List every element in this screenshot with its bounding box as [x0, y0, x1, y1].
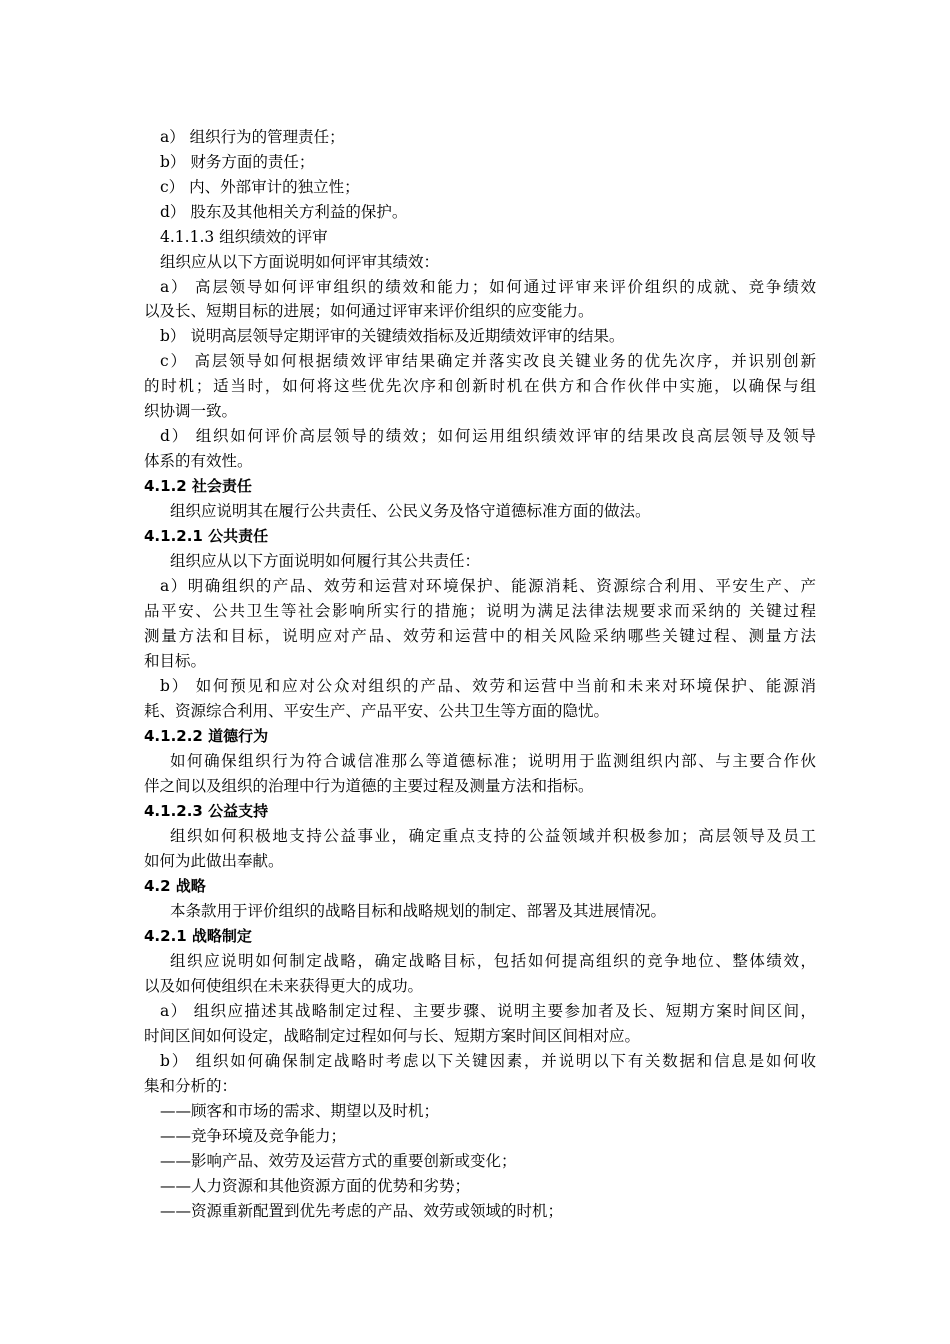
- paragraph-line: 组织应从以下方面说明如何履行其公共责任：: [170, 552, 481, 570]
- paragraph-line: a） 高层领导如何评审组织的绩效和能力；如何通过评审来评价组织的成就、竞争绩效: [160, 278, 816, 296]
- section-heading-4-2: 4.2 战略: [144, 877, 206, 895]
- paragraph-line: 以及长、短期目标的进展；如何通过评审来评价组织的应变能力。: [144, 302, 594, 320]
- section-heading-4-1-2-3: 4.1.2.3 公益支持: [144, 802, 269, 820]
- paragraph-line: 组织应说明如何制定战略，确定战略目标，包括如何提高组织的竞争地位、整体绩效，: [170, 952, 816, 970]
- paragraph-line: b） 如何预见和应对公众对组织的产品、效劳和运营中当前和未来对环境保护、能源消: [160, 677, 816, 695]
- paragraph-line: 集和分析的：: [144, 1077, 238, 1095]
- paragraph-line: 时间区间如何设定，战略制定过程如何与长、短期方案时间区间相对应。: [144, 1027, 641, 1045]
- paragraph-line: 如何为此做出奉献。: [144, 852, 284, 870]
- dash-list-item: ——顾客和市场的需求、期望以及时机；: [160, 1102, 440, 1120]
- paragraph-line: 和目标。: [144, 652, 207, 670]
- subsection-title-4-1-1-3: 4.1.1.3 组织绩效的评审: [160, 228, 328, 246]
- paragraph-line: 品平安、公共卫生等社会影响所实行的措施；说明为满足法律法规要求而采纳的 关键过程: [144, 602, 816, 620]
- section-heading-4-1-2-1: 4.1.2.1 公共责任: [144, 527, 269, 545]
- dash-list-item: ——竞争环境及竞争能力；: [160, 1127, 347, 1145]
- paragraph-intro: 组织应从以下方面说明如何评审其绩效：: [160, 253, 440, 271]
- list-item-a-management-responsibility: a） 组织行为的管理责任；: [160, 128, 345, 146]
- paragraph-line: 本条款用于评价组织的战略目标和战略规划的制定、部署及其进展情况。: [170, 902, 667, 920]
- list-item-b-financial-responsibility: b） 财务方面的责任；: [160, 153, 315, 171]
- paragraph-line: d） 组织如何评价高层领导的绩效；如何运用组织绩效评审的结果改良高层领导及领导: [160, 427, 816, 445]
- section-heading-4-1-2: 4.1.2 社会责任: [144, 477, 252, 495]
- list-item-c-audit-independence: c） 内、外部审计的独立性；: [160, 178, 360, 196]
- paragraph-line: 伴之间以及组织的治理中行为道德的主要过程及测量方法和指标。: [144, 777, 594, 795]
- paragraph-line: 组织应说明其在履行公共责任、公民义务及恪守道德标准方面的做法。: [170, 502, 651, 520]
- paragraph-line: 体系的有效性。: [144, 452, 253, 470]
- paragraph-line: 如何确保组织行为符合诚信准那么等道德标准；说明用于监测组织内部、与主要合作伙: [170, 752, 816, 770]
- paragraph-line: 的时机；适当时，如何将这些优先次序和创新时机在供方和合作伙伴中实施，以确保与组: [144, 377, 816, 395]
- paragraph-line: b） 说明高层领导定期评审的关键绩效指标及近期绩效评审的结果。: [160, 327, 625, 345]
- paragraph-line: a） 组织应描述其战略制定过程、主要步骤、说明主要参加者及长、短期方案时间区间，: [160, 1002, 816, 1020]
- paragraph-line: b） 组织如何确保制定战略时考虑以下关键因素，并说明以下有关数据和信息是如何收: [160, 1052, 816, 1070]
- paragraph-line: 织协调一致。: [144, 402, 238, 420]
- paragraph-line: 测量方法和目标，说明应对产品、效劳和运营中的相关风险采纳哪些关键过程、测量方法: [144, 627, 816, 645]
- paragraph-line: 组织如何积极地支持公益事业，确定重点支持的公益领域并积极参加；高层领导及员工: [170, 827, 816, 845]
- dash-list-item: ——资源重新配置到优先考虑的产品、效劳或领域的时机；: [160, 1202, 564, 1220]
- list-item-d-shareholder-protection: d） 股东及其他相关方利益的保护。: [160, 203, 408, 221]
- paragraph-line: a）明确组织的产品、效劳和运营对环境保护、能源消耗、资源综合利用、平安生产、产: [160, 577, 816, 595]
- paragraph-line: 以及如何使组织在未来获得更大的成功。: [144, 977, 424, 995]
- dash-list-item: ——影响产品、效劳及运营方式的重要创新或变化；: [160, 1152, 517, 1170]
- paragraph-line: c） 高层领导如何根据绩效评审结果确定并落实改良关键业务的优先次序，并识别创新: [160, 352, 816, 370]
- section-heading-4-1-2-2: 4.1.2.2 道德行为: [144, 727, 269, 745]
- section-heading-4-2-1: 4.2.1 战略制定: [144, 927, 252, 945]
- paragraph-line: 耗、资源综合利用、平安生产、产品平安、公共卫生等方面的隐忧。: [144, 702, 610, 720]
- dash-list-item: ——人力资源和其他资源方面的优势和劣势；: [160, 1177, 471, 1195]
